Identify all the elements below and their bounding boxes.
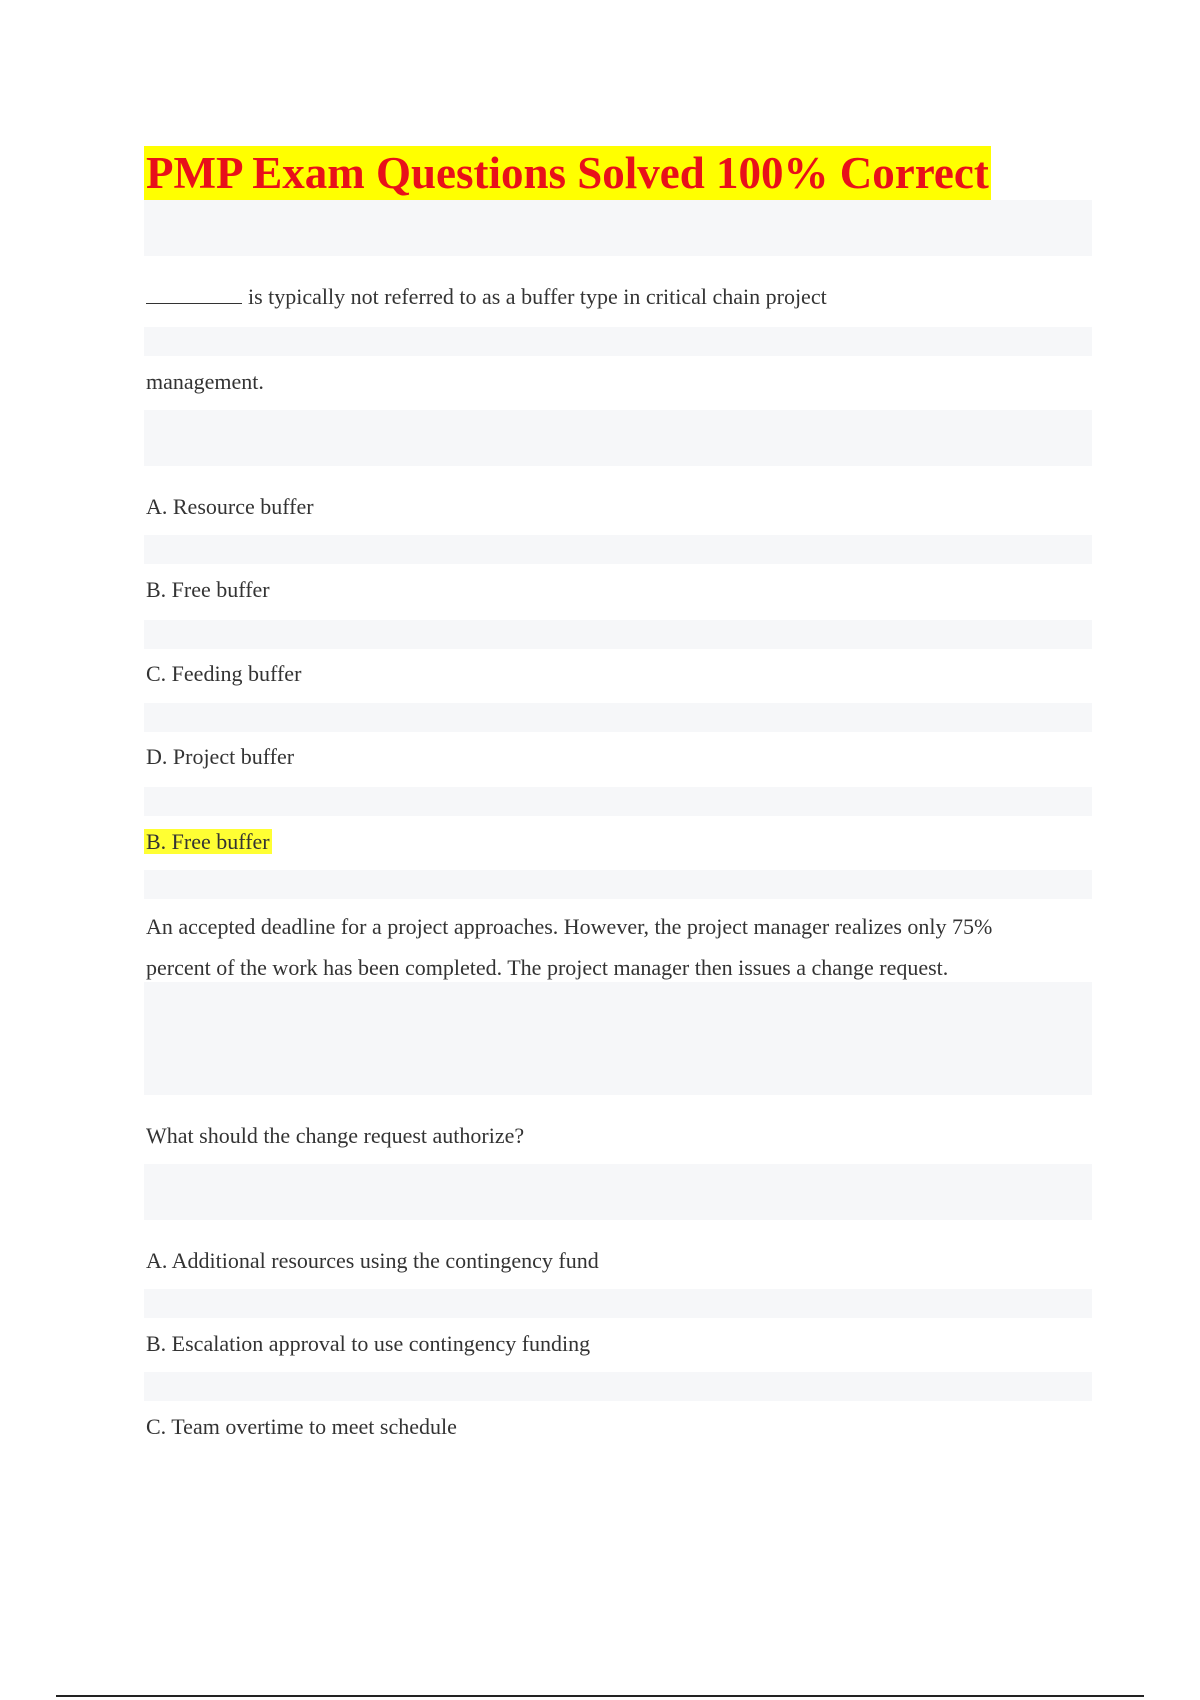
- shaded-band: [144, 535, 1092, 564]
- shaded-band: [144, 982, 1092, 1095]
- shaded-band: [144, 620, 1092, 649]
- shaded-band: [144, 200, 1092, 256]
- question-1-stem-continued: management.: [146, 369, 264, 394]
- question-2-scenario: An accepted deadline for a project approaches. However, the project manager realizes only 75% percent of the work has been completed. The project manager then issues a change request.: [146, 914, 993, 980]
- question-1-stem: [146, 284, 827, 310]
- question-1-option-b: B. Free buffer: [146, 577, 270, 602]
- page-footer-rule: [56, 1695, 1144, 1697]
- fill-in-blank: [146, 285, 242, 304]
- question-2-option-a: A. Additional resources using the contingency fund: [146, 1248, 599, 1273]
- shaded-band: [144, 1372, 1092, 1401]
- shaded-band: [144, 1289, 1092, 1318]
- shaded-band: [144, 870, 1092, 899]
- question-2-prompt: What should the change request authorize?: [146, 1123, 525, 1148]
- question-2-option-b: B. Escalation approval to use contingency funding: [146, 1331, 591, 1356]
- question-1-stem-text: is typically not referred to as a buffer type in critical chain project: [248, 284, 827, 309]
- shaded-band: [144, 703, 1092, 732]
- question-1-answer: [146, 829, 272, 855]
- document-title: PMP Exam Questions Solved 100% Correct: [146, 148, 989, 198]
- question-1-option-a: A. Resource buffer: [146, 494, 314, 519]
- shaded-band: [144, 787, 1092, 816]
- answer-highlight: B. Free buffer: [146, 829, 270, 854]
- question-1-option-c: C. Feeding buffer: [146, 661, 302, 686]
- shaded-band: [144, 1164, 1092, 1220]
- question-2-option-c: C. Team overtime to meet schedule: [146, 1414, 457, 1439]
- question-1-option-d: D. Project buffer: [146, 744, 295, 769]
- shaded-band: [144, 410, 1092, 466]
- shaded-band: [144, 327, 1092, 356]
